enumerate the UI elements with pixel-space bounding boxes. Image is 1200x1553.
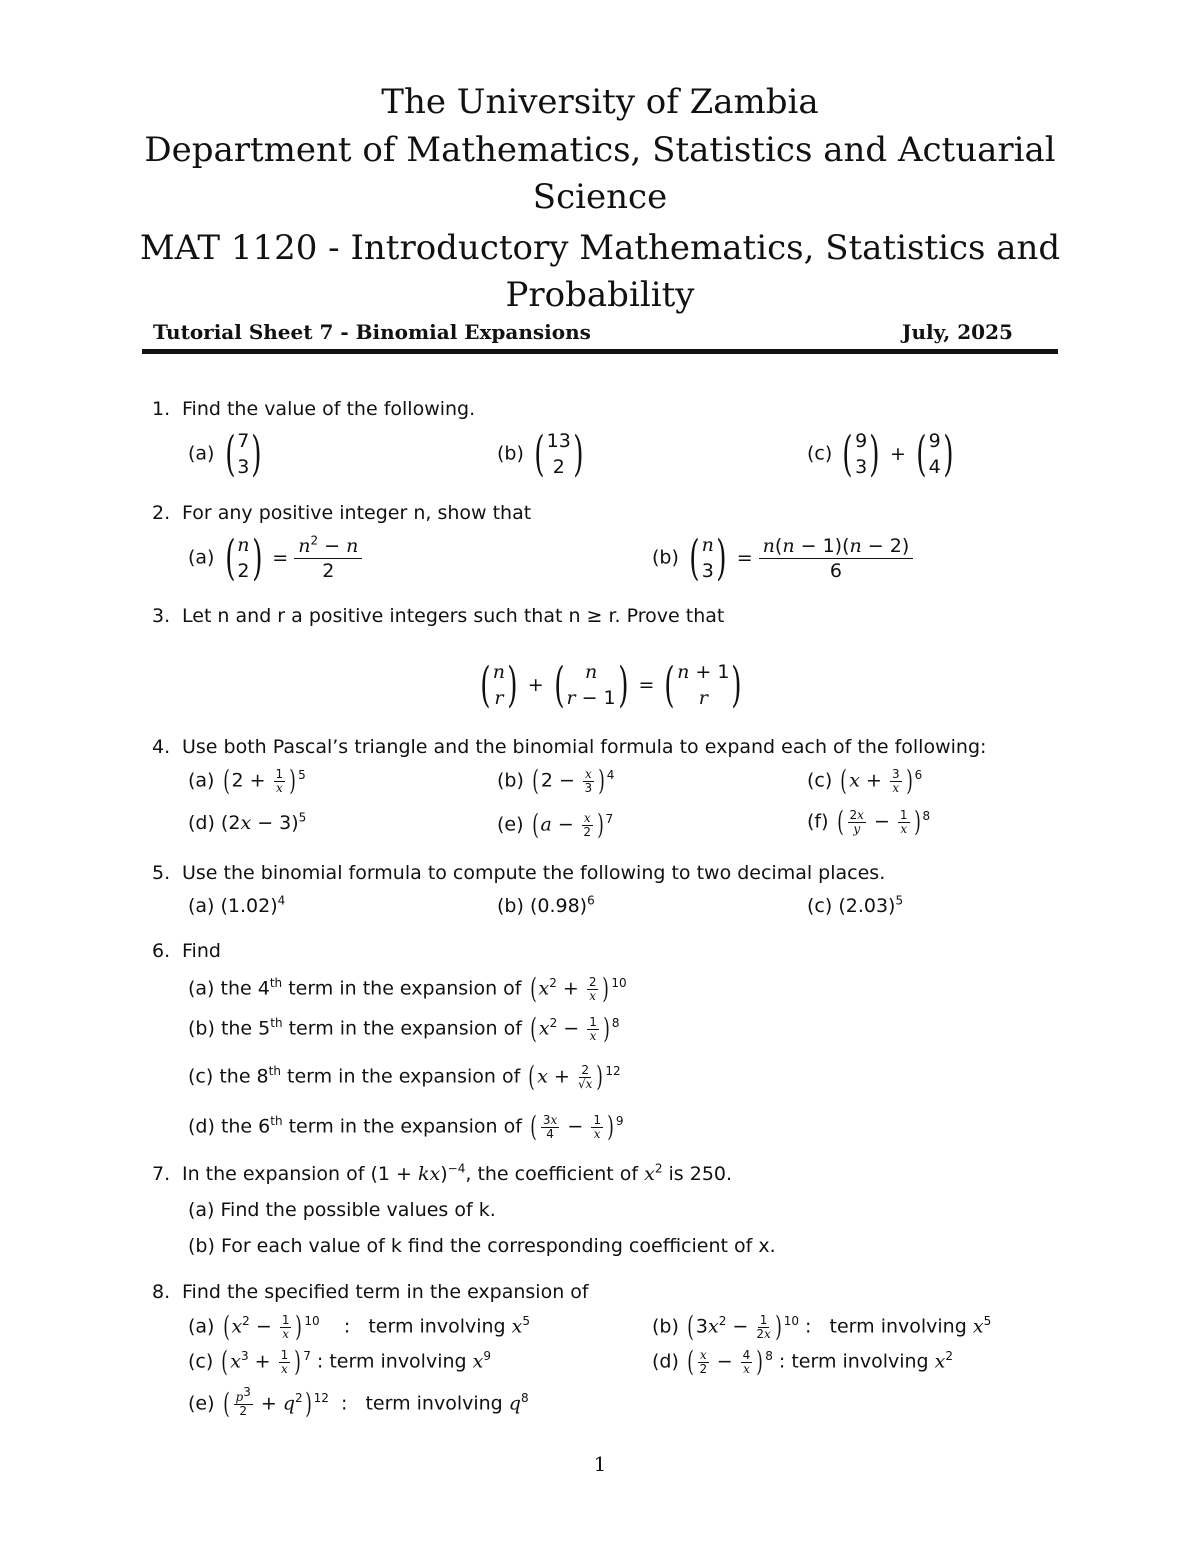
q4d: (d) $(2x - 3)^5$ xyxy=(188,810,307,834)
q5c-label: (c) xyxy=(807,895,833,917)
q5c-base: (2.03) xyxy=(838,895,896,917)
q7a xyxy=(188,1198,496,1222)
q8b-term-label: term involving xyxy=(829,1315,967,1338)
q2-number: 2. xyxy=(152,502,171,524)
q2b-binomial: ( n 3 ) xyxy=(689,530,727,586)
q4-text: Use both Pascal’s triangle and the binomial formula to expand each of the following: xyxy=(182,736,987,758)
q3-binomial-1: ( n r ) xyxy=(480,657,518,713)
q7-text-pre: In the expansion of xyxy=(182,1163,365,1185)
q7-text: In the expansion of (1 + kx)$^{-4}$, the coefficient of $x^2$ is 250. xyxy=(182,1161,733,1185)
q4c-label: (c) xyxy=(807,769,833,792)
q6-number: 6. xyxy=(152,940,171,962)
q6b-ordinal: th xyxy=(270,1016,283,1031)
q6c: (c) the 8th term in the expansion of ( x + $\frac{2}{√x}$ ) $^{12}$ xyxy=(188,1060,621,1093)
q3-text: Let n and r a positive integers such that n ≥ r. Prove that xyxy=(182,605,725,627)
q2b-label: (b) xyxy=(652,546,679,569)
q6a-pre: the 4 xyxy=(220,977,270,1000)
q6a-ordinal: th xyxy=(269,976,283,991)
q1b xyxy=(497,426,588,482)
department-name-line2: Science xyxy=(532,177,668,217)
q5a-base: (1.02) xyxy=(220,895,278,917)
q6b: (b) the 5th term in the expansion of ( $x^2$ − $\frac{1}{x}$ ) $^8$ xyxy=(188,1012,620,1045)
q7-number: 7. xyxy=(152,1163,171,1185)
q5-number: 5. xyxy=(152,862,171,884)
course-title-line2: Probability xyxy=(505,275,695,315)
q6c-ordinal: th xyxy=(268,1064,281,1079)
course-title-line1: MAT 1120 - Introductory Mathematics, Statistics and xyxy=(139,228,1061,268)
q4f-label: (f) xyxy=(807,810,829,833)
sheet-date: July, 2025 xyxy=(902,320,1013,344)
q6b-post: term in the expansion of xyxy=(288,1017,522,1040)
q6d-post: term in the expansion of xyxy=(288,1115,522,1138)
q1-number: 1. xyxy=(152,398,171,420)
q2a: (a) ( n 2 ) = $\frac{n^2 - n}{2}$ xyxy=(188,530,362,586)
q8a-label: (a) xyxy=(188,1315,215,1338)
q8e-term-label: term involving xyxy=(365,1392,503,1415)
sheet-title: Tutorial Sheet 7 - Binomial Expansions xyxy=(153,320,591,344)
q8c: (c) ( $x^3$ + $\frac{1}{x}$ ) $^7$ : term involving $x^9$ xyxy=(188,1345,491,1378)
q5a xyxy=(188,894,285,918)
q8a: (a) ( $x^2$ − $\frac{1}{x}$ ) $^{10}$ : term involving $x^5$ xyxy=(188,1310,531,1343)
department-name-line1: Department of Mathematics, Statistics and Actuarial xyxy=(144,130,1056,170)
q4b-label: (b) xyxy=(497,769,524,792)
q6c-post: term in the expansion of xyxy=(287,1065,521,1088)
q8d: (d) ( $\frac{x}{2}$ − $\frac{4}{x}$ ) $^8$ : term involving $x^2$ xyxy=(652,1345,954,1378)
university-name: The University of Zambia xyxy=(381,82,819,122)
q3-binomial-3: ( n + 1 r ) xyxy=(664,657,743,713)
q6a: (a) the 4th term in the expansion of ( $x^2$ + $\frac{2}{x}$ ) $^{10}$ xyxy=(188,972,627,1005)
q8-text: Find the specified term in the expansion of xyxy=(182,1281,589,1303)
q1c-label: (c) xyxy=(807,442,833,465)
q4e: (e) ( a − $\frac{x}{2}$ ) $^7$ xyxy=(497,808,614,841)
q7b-label: (b) xyxy=(188,1235,215,1257)
q8c-label: (c) xyxy=(188,1350,214,1373)
q4e-label: (e) xyxy=(497,813,524,836)
q7-text-mid: , the coefficient of xyxy=(465,1163,639,1185)
q4-number: 4. xyxy=(152,736,171,758)
q2b-fraction: $\frac{n(n - 1)(n - 2)}{6}$ xyxy=(759,534,914,583)
q5a-label: (a) xyxy=(188,895,215,917)
q8d-label: (d) xyxy=(652,1350,679,1373)
q2a-binomial: ( n 2 ) xyxy=(224,530,263,586)
q7b-text: For each value of k find the corresponding coefficient of x. xyxy=(220,1235,776,1257)
q4c: (c) ( x + $\frac{3}{x}$ ) $^6$ xyxy=(807,764,923,797)
q6c-pre: the 8 xyxy=(219,1065,269,1088)
q7b xyxy=(188,1234,776,1258)
q6d-label: (d) xyxy=(188,1115,215,1138)
q4d-label: (d) xyxy=(188,812,215,834)
q1a-binomial: ( 7 3 ) xyxy=(224,426,262,482)
q8e: (e) ( $\frac{p^3}{2}$ + $q^2$) $^{12}$ : term involving $q^8$ xyxy=(188,1384,529,1420)
q1c-binomial-1: ( 9 3 ) xyxy=(842,426,880,482)
q6a-label: (a) xyxy=(188,977,215,1000)
q4f: (f) ( $\frac{2x}{y}$ − $\frac{1}{x}$ ) $^8$ xyxy=(807,805,931,838)
page-number: 1 xyxy=(593,1452,607,1476)
q6b-pre: the 5 xyxy=(220,1017,271,1040)
q6d-pre: the 6 xyxy=(220,1115,271,1138)
q1a-label: (a) xyxy=(188,442,215,465)
q7-text-post: is 250. xyxy=(668,1163,733,1185)
q1a xyxy=(188,426,266,482)
q6a-post: term in the expansion of xyxy=(288,977,522,1000)
q6c-label: (c) xyxy=(188,1065,214,1088)
q8a-term-label: term involving xyxy=(368,1315,506,1338)
q2a-label: (a) xyxy=(188,546,215,569)
q6d: (d) the 6th term in the expansion of ( $\frac{3x}{4}$ − $\frac{1}{x}$ ) $^9$ xyxy=(188,1110,624,1143)
q5c-exponent: 5 xyxy=(895,893,904,908)
q6-text: Find xyxy=(182,940,221,962)
q7a-text: Find the possible values of k. xyxy=(220,1199,496,1221)
q3-number: 3. xyxy=(152,605,171,627)
q6b-label: (b) xyxy=(188,1017,215,1040)
q1-text: Find the value of the following. xyxy=(182,398,476,420)
q5-text: Use the binomial formula to compute the following to two decimal places. xyxy=(182,862,886,884)
q8e-label: (e) xyxy=(188,1392,215,1415)
q5a-exponent: 4 xyxy=(277,893,286,908)
q1b-label: (b) xyxy=(497,442,524,465)
q8b-label: (b) xyxy=(652,1315,679,1338)
q8-number: 8. xyxy=(152,1281,171,1303)
q3-identity: ( n r ) + ( n r − 1 ) = ( n + 1 r ) xyxy=(476,657,746,713)
q2b: (b) ( n 3 ) = $\frac{n(n - 1)(n - 2)}{6}$ xyxy=(652,530,913,586)
q7a-label: (a) xyxy=(188,1199,215,1221)
q4a-label: (a) xyxy=(188,769,215,792)
q4a: (a) ( 2 + $\frac{1}{x}$ ) $^5$ xyxy=(188,764,306,797)
q5b xyxy=(497,894,595,918)
q3-binomial-2: ( n r − 1 ) xyxy=(553,657,629,713)
q2-text: For any positive integer n, show that xyxy=(182,502,532,524)
q2a-fraction: $\frac{n^2 - n}{2}$ xyxy=(294,534,362,583)
q4b: (b) ( 2 − $\frac{x}{3}$ ) $^4$ xyxy=(497,764,615,797)
q8b: (b) ( $3x^2$ − $\frac{1}{2x}$ ) $^{10}$ : term involving $x^5$ xyxy=(652,1310,992,1343)
q6d-ordinal: th xyxy=(270,1114,283,1129)
header-rule xyxy=(142,349,1058,354)
q5b-label: (b) xyxy=(497,895,524,917)
q8d-term-label: term involving xyxy=(791,1350,929,1373)
q8c-term-label: term involving xyxy=(329,1350,467,1373)
q5b-exponent: 6 xyxy=(587,893,595,908)
q5c xyxy=(807,894,903,918)
q1c-binomial-2: ( 9 4 ) xyxy=(916,426,954,482)
q1c: (c) ( 9 3 ) + ( 9 4 ) xyxy=(807,426,957,482)
q5b-base: (0.98) xyxy=(529,895,588,917)
q1b-binomial: ( 13 2 ) xyxy=(534,426,584,482)
